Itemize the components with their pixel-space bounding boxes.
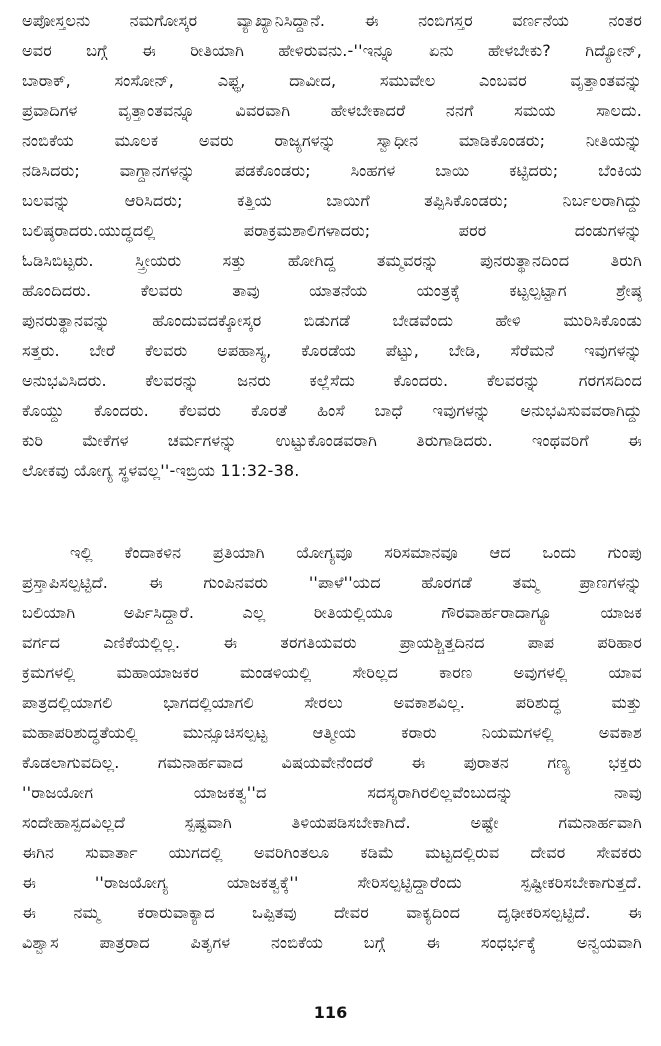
text-line: ಕ್ರಮಗಳಲ್ಲಿ ಮಹಾಯಾಜಕರ ಮಂಡಳಿಯಲ್ಲಿ ಸೇರಿಲ್ಲದ ಕಾರಣ ಅವುಗಳಲ್ಲಿ ಯಾವ (22, 663, 642, 682)
text-line: ಬಲಿಷ್ಠರಾದರು.ಯುದ್ಧದಲ್ಲಿ ಪರಾಕ್ರಮಶಾಲಿಗಳಾದರು; ಪರರ ದಂಡುಗಳನ್ನು (22, 221, 642, 240)
text-line: ಹೊಂದಿದರು. ಕೆಲವರು ತಾವು ಯಾತನೆಯ ಯಂತ್ರಕ್ಕೆ ಕಟ್ಟಲ್ಪಟ್ಟಾಗ ಶ್ರೇಷ್ಠ (22, 281, 642, 300)
text-line: ಬಾರಾಕ್, ಸಂಸೋನ್, ಎಫ್ಥ, ದಾವೀದ, ಸಮುವೇಲ ಎಂಬವರ ವೃತ್ತಾಂತವನ್ನು (22, 71, 642, 90)
text-line: ವರ್ಗದ ಎಣಿಕೆಯಲ್ಲಿಲ್ಲ. ಈ ತರಗತಿಯವರು ಪ್ರಾಯಶ್ಚಿತ್ತದಿನದ ಪಾಪ ಪರಿಹಾರ (22, 633, 642, 652)
paragraph (22, 6, 642, 486)
text-line: ಈಗಿನ ಸುವಾರ್ತಾ ಯುಗದಲ್ಲಿ ಅವರಿಗಿಂತಲೂ ಕಡಿಮೆ ಮಟ್ಟದಲ್ಲಿರುವ ದೇವರ ಸೇವಕರು (22, 843, 642, 862)
text-line: ಬಲಿಯಾಗಿ ಅರ್ಪಿಸಿದ್ದಾರೆ. ಎಲ್ಲ ರೀತಿಯಲ್ಲಿಯೂ ಗೌರವಾರ್ಹರಾದಾಗ್ಯೂ ಯಾಜಕ (22, 603, 642, 622)
text-line: ಅವರ ಬಗ್ಗೆ ಈ ರೀತಿಯಾಗಿ ಹೇಳಿರುವನು.-''ಇನ್ನೂ ಏನು ಹೇಳಬೇಕು? ಗಿದ್ಯೋನ್, (22, 41, 642, 60)
text-line: ನಡಿಸಿದರು; ವಾಗ್ದಾನಗಳನ್ನು ಪಡಕೊಂಡರು; ಸಿಂಹಗಳ ಬಾಯಿ ಕಟ್ಟಿದರು; ಬೆಂಕಿಯ (22, 161, 642, 180)
text-line: ಸತ್ತರು. ಬೇರೆ ಕೆಲವರು ಅಪಹಾಸ್ಯ, ಕೊರಡೆಯ ಪೆಟ್ಟು, ಬೇಡಿ, ಸೆರೆಮನೆ ಇವುಗಳನ್ನು (22, 341, 642, 360)
text-line: ಈ ''ರಾಜಯೋಗ್ಯ ಯಾಜಕತ್ವಕ್ಕೆ'' ಸೇರಿಸಲ್ಪಟ್ಟಿದ್ದಾರೆಂದು ಸ್ಪಷ್ಟೀಕರಿಸಬೇಕಾಗುತ್ತದೆ. (22, 873, 642, 892)
text-line: ಪ್ರಸ್ತಾಪಿಸಲ್ಪಟ್ಟಿದೆ. ಈ ಗುಂಪಿನವರು ''ಪಾಳೆ''ಯದ ಹೊರಗಡೆ ತಮ್ಮ ಪ್ರಾಣಗಳನ್ನು (22, 573, 642, 592)
text-line: ಕುರಿ ಮೇಕೆಗಳ ಚರ್ಮಗಳನ್ನು ಉಟ್ಟುಕೊಂಡವರಾಗಿ ತಿರುಗಾಡಿದರು. ಇಂಥವರಿಗೆ ಈ (22, 431, 642, 450)
text-line: ಪುನರುತ್ಥಾನವನ್ನು ಹೊಂದುವದಕ್ಕೋಸ್ಕರ ಬಿಡುಗಡೆ ಬೇಡವೆಂದು ಹೇಳಿ ಮುರಿಸಿಕೊಂಡು (22, 311, 642, 330)
text-line: ''ರಾಜಯೋಗ ಯಾಜಕತ್ವ''ದ ಸದಸ್ಯರಾಗಿರಲಿಲ್ಲವೆಂಬುದನ್ನು ನಾವು (22, 783, 642, 802)
paragraph (22, 538, 642, 958)
text-line: ನಂಬಿಕೆಯ ಮೂಲಕ ಅವರು ರಾಜ್ಯಗಳನ್ನು ಸ್ವಾಧೀನ ಮಾಡಿಕೊಂಡರು; ನೀತಿಯನ್ನು (22, 131, 642, 150)
text-line: ಪಾತ್ರದಲ್ಲಿಯಾಗಲಿ ಭಾಗದಲ್ಲಿಯಾಗಲಿ ಸೇರಲು ಅವಕಾಶವಿಲ್ಲ. ಪರಿಶುದ್ಧ ಮತ್ತು (22, 693, 642, 712)
text-line: ಪ್ರವಾದಿಗಳ ವೃತ್ತಾಂತವನ್ನೂ ವಿವರವಾಗಿ ಹೇಳಬೇಕಾದರೆ ನನಗೆ ಸಮಯ ಸಾಲದು. (22, 101, 642, 120)
text-line: ಕೊಡಲಾಗುವದಿಲ್ಲ. ಗಮನಾರ್ಹವಾದ ವಿಷಯವೇನೆಂದರೆ ಈ ಪುರಾತನ ಗಣ್ಯ ಭಕ್ತರು (22, 753, 642, 772)
text-line: ವಿಶ್ವಾಸ ಪಾತ್ರರಾದ ಪಿತೃಗಳ ನಂಬಿಕೆಯ ಬಗ್ಗೆ ಈ ಸಂಧರ್ಭಕ್ಕೆ ಅನ್ವಯವಾಗಿ (22, 933, 642, 952)
text-line: ಇಲ್ಲಿ ಕೆಂದಾಕಳಿನ ಪ್ರತಿಯಾಗಿ ಯೋಗ್ಯವೂ ಸರಿಸಮಾನವೂ ಆದ ಒಂದು ಗುಂಪು (70, 543, 642, 562)
text-line: ಈ ನಮ್ಮ ಕರಾರುವಾಕ್ಯಾದ ಒಪ್ಪಿತವು ದೇವರ ವಾಕ್ಯದಿಂದ ದೃಢೀಕರಿಸಲ್ಪಟ್ಟಿದೆ. ಈ (22, 903, 642, 922)
text-line: ಮಹಾಪರಿಶುದ್ಧತೆಯಲ್ಲಿ ಮುನ್ಸೂಚಿಸಲ್ಪಟ್ಟ ಆತ್ಮೀಯ ಕರಾರು ನಿಯಮಗಳಲ್ಲಿ ಅವಕಾಶ (22, 723, 642, 742)
page-number: 116 (313, 1003, 348, 1022)
text-line: ಓಡಿಸಿಬಿಟ್ಟರು. ಸ್ತ್ರೀಯರು ಸತ್ತು ಹೋಗಿದ್ದ ತಮ್ಮವರನ್ನು ಪುನರುತ್ಥಾನದಿಂದ ತಿರುಗಿ (22, 251, 642, 270)
text-line: ಸಂದೇಹಾಸ್ಪದವಿಲ್ಲದೆ ಸ್ಪಷ್ಟವಾಗಿ ತಿಳಿಯಪಡಿಸಬೇಕಾಗಿದೆ. ಅಷ್ಟೇ ಗಮನಾರ್ಹವಾಗಿ (22, 813, 642, 832)
text-line: ಅಪೋಸ್ತಲನು ನಮಗೋಸ್ಕರ ವ್ಯಾಖ್ಯಾನಿಸಿದ್ದಾನೆ. ಈ ನಂಬಿಗಸ್ತರ ವರ್ಣನೆಯ ನಂತರ (22, 11, 642, 30)
text-line: ಲೋಕವು ಯೋಗ್ಯ ಸ್ಥಳವಲ್ಲ''-ಇಬ್ರಿಯ 11:32-38. (22, 461, 300, 480)
text-line: ಅನುಭವಿಸಿದರು. ಕೆಲವರನ್ನು ಜನರು ಕಲ್ಲೆಸೆದು ಕೊಂದರು. ಕೆಲವರನ್ನು ಗರಗಸದಿಂದ (22, 371, 642, 390)
text-line: ಬಲವನ್ನು ಆರಿಸಿದರು; ಕತ್ತಿಯ ಬಾಯಿಗೆ ತಪ್ಪಿಸಿಕೊಂಡರು; ನಿರ್ಬಲರಾಗಿದ್ದು (22, 191, 642, 210)
text-line: ಕೊಯ್ದು ಕೊಂದರು. ಕೆಲವರು ಕೊರತೆ ಹಿಂಸೆ ಬಾಧೆ ಇವುಗಳನ್ನು ಅನುಭವಿಸುವವರಾಗಿದ್ದು (22, 401, 642, 420)
